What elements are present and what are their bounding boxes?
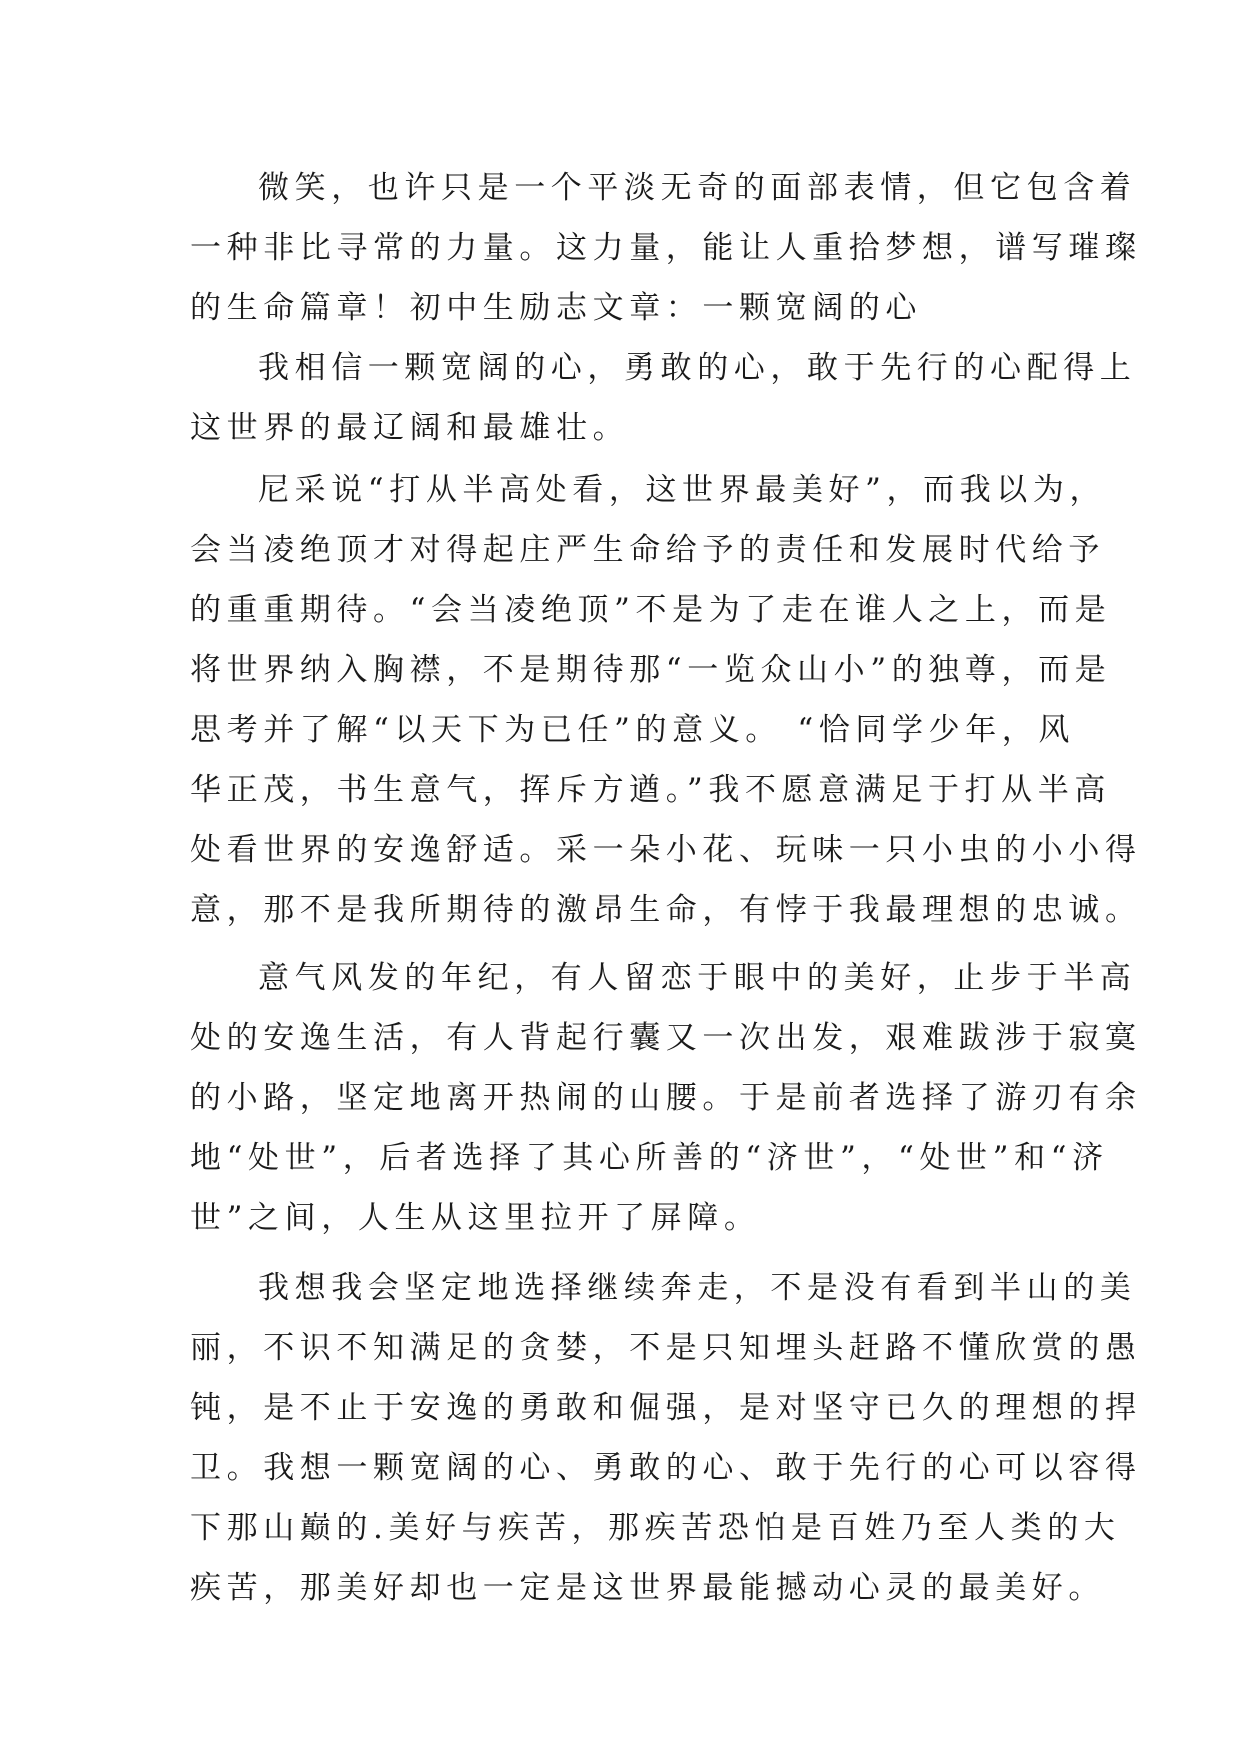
text-line: 处看世界的安逸舒适。采一朵小花、玩味一只小虫的小小得 <box>190 832 1142 868</box>
text-line: 尼采说“打从半高处看，这世界最美好”，而我以为， <box>258 472 1107 508</box>
text-line: 丽，不识不知满足的贪婪，不是只知埋头赶路不懂欣赏的愚 <box>190 1330 1142 1366</box>
text-line: 钝，是不止于安逸的勇敢和倔强，是对坚守已久的理想的捍 <box>190 1390 1142 1426</box>
paragraph-1 <box>190 158 1142 338</box>
paragraph-4 <box>190 948 1142 1248</box>
text-line: 世”之间，人生从这里拉开了屏障。 <box>190 1200 761 1236</box>
text-line: 一种非比寻常的力量。这力量，能让人重拾梦想，谱写璀璨 <box>190 230 1142 266</box>
text-line: 下那山巅的.美好与疾苦，那疾苦恐怕是百姓乃至人类的大 <box>190 1510 1121 1546</box>
text-line: 我想我会坚定地选择继续奔走，不是没有看到半山的美 <box>258 1270 1137 1306</box>
text-line: 意，那不是我所期待的激昂生命，有悖于我最理想的忠诚。 <box>190 892 1142 928</box>
text-line: 地“处世”，后者选择了其心所善的“济世”，“处世”和“济 <box>190 1140 1109 1176</box>
text-line: 华正茂，书生意气，挥斥方遒。”我不愿意满足于打从半高 <box>190 772 1111 808</box>
text-line: 疾苦，那美好却也一定是这世界最能撼动心灵的最美好。 <box>190 1570 1105 1606</box>
text-line: 微笑，也许只是一个平淡无奇的面部表情，但它包含着 <box>258 170 1137 206</box>
paragraph-5 <box>190 1258 1142 1618</box>
text-line: 会当凌绝顶才对得起庄严生命给予的责任和发展时代给予 <box>190 532 1105 568</box>
text-line: 我相信一颗宽阔的心，勇敢的心，敢于先行的心配得上 <box>258 350 1137 386</box>
text-line: 将世界纳入胸襟，不是期待那“一览众山小”的独尊，而是 <box>190 652 1112 688</box>
text-line: 这世界的最辽阔和最雄壮。 <box>190 410 630 446</box>
text-line: 的小路，坚定地离开热闹的山腰。于是前者选择了游刃有余 <box>190 1080 1142 1116</box>
paragraph-3 <box>190 460 1142 940</box>
text-line: 意气风发的年纪，有人留恋于眼中的美好，止步于半高 <box>258 960 1137 996</box>
text-line: 的生命篇章！初中生励志文章：一颗宽阔的心 <box>190 290 922 326</box>
article-body <box>190 158 1142 1618</box>
paragraph-2 <box>190 338 1137 458</box>
text-line: 思考并了解“以天下为已任”的意义。 “恰同学少年，风 <box>190 712 1075 748</box>
text-line: 卫。我想一颗宽阔的心、勇敢的心、敢于先行的心可以容得 <box>190 1450 1142 1486</box>
text-line: 的重重期待。“会当凌绝顶”不是为了走在谁人之上，而是 <box>190 592 1112 628</box>
text-line: 处的安逸生活，有人背起行囊又一次出发，艰难跋涉于寂寞 <box>190 1020 1142 1056</box>
